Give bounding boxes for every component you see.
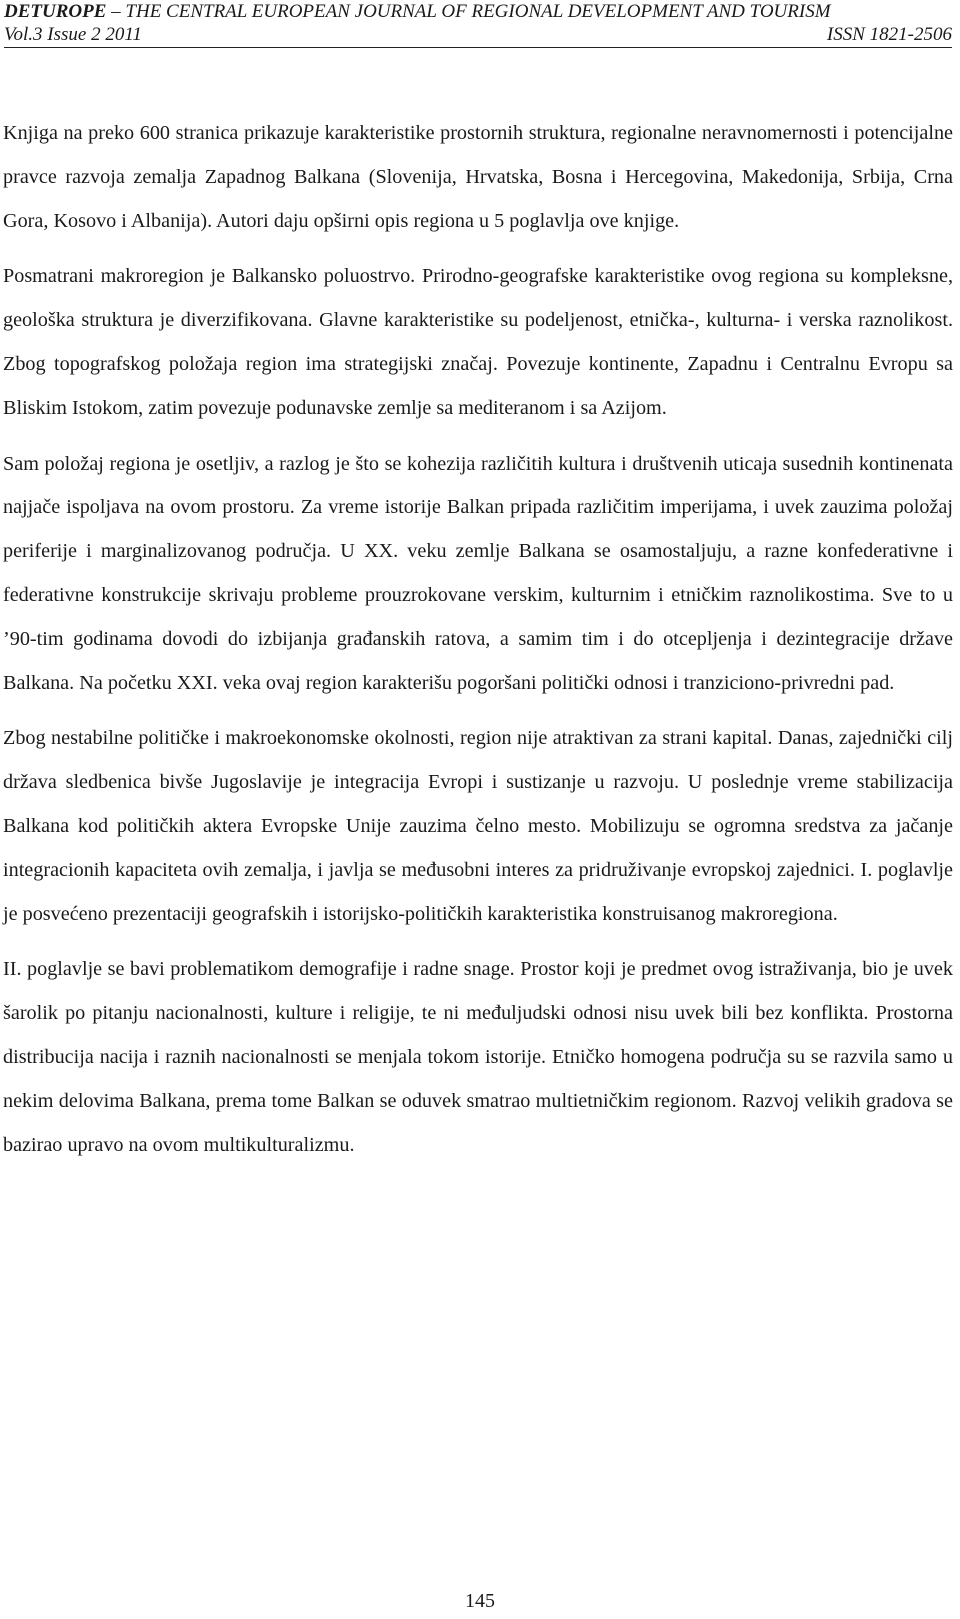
paragraph: Sam položaj regiona je osetljiv, a razlog je što se kohezija različitih kultura i društvenih uticaja susednih kontinenata najjače ispoljava na ovom prostoru. Za vreme istorije Balkan pripada različitim imperijama, i uvek zauzima položaj periferije i marginalizovanog područja. U XX. veku zemlje Balkana se osamostaljuju, a razne konfederativne i federativne konstrukcije skrivaju probleme prouzrokovane verskim, kulturnim i etničkim raznolikostima. Sve to u ’90-tim godinama dovodi do izbijanja građanskih ratova, a samim tim i do otcepljenja i dezintegracije države Balkana. Na početku XXI. veka ovaj region karakterišu pogoršani politički odnosi i tranziciono-privredni pad. bbox=[3, 452, 953, 694]
running-header bbox=[4, 0, 952, 46]
article-body bbox=[3, 112, 953, 1167]
header-journal-row bbox=[4, 0, 952, 23]
journal-subtitle: – THE CENTRAL EUROPEAN JOURNAL OF REGIONAL DEVELOPMENT AND TOURISM bbox=[106, 1, 831, 22]
volume-issue: Vol.3 Issue 2 2011 bbox=[4, 24, 142, 45]
journal-name: DETUROPE bbox=[4, 1, 107, 22]
header-rule bbox=[4, 47, 952, 48]
paragraph: Zbog nestabilne političke i makroekonomske okolnosti, region nije atraktivan za strani kapital. Danas, zajednički cilj država sledbenica bivše Jugoslavije je integracija Evropi i sustizanje u razvoju. U poslednje vreme stabilizacija Balkana kod političkih aktera Evropske Unije zauzima čelno mesto. Mobilizuju se ogromna sredstva za jačanje integracionih kapaciteta ovih zemalja, i javlja se međusobni interes za pridruživanje evropskoj zajednici. I. poglavlje je posvećeno prezentaciji geografskih i istorijsko-političkih karakteristika konstruisanog makroregiona. bbox=[3, 727, 953, 925]
issn: ISSN 1821-2506 bbox=[826, 24, 952, 45]
paragraph: Knjiga na preko 600 stranica prikazuje karakteristike prostornih struktura, regionalne neravnomernosti i potencijalne pravce razvoja zemalja Zapadnog Balkana (Slovenija, Hrvatska, Bosna i Hercegovina, Makedonija, Srbija, Crna Gora, Kosovo i Albanija). Autori daju opširni opis regiona u 5 poglavlja ove knjige. bbox=[3, 122, 953, 232]
page-number: 145 bbox=[465, 1590, 495, 1612]
header-issue-row bbox=[4, 23, 952, 46]
paragraph: II. poglavlje se bavi problematikom demografije i radne snage. Prostor koji je predmet ovog istraživanja, bio je uvek šarolik po pitanju nacionalnosti, kulture i religije, te ni međuljudski odnosi nisu uvek bili bez konflikta. Prostorna distribucija nacija i raznih nacionalnosti se menjala tokom istorije. Etničko homogena područja su se razvila samo u nekim delovima Balkana, prema tome Balkan se oduvek smatrao multietničkim regionom. Razvoj velikih gradova se bazirao upravo na ovom multikulturalizmu. bbox=[3, 958, 953, 1156]
paragraph: Posmatrani makroregion je Balkansko poluostrvo. Prirodno-geografske karakteristike ovog regiona su kompleksne, geološka struktura je diverzifikovana. Glavne karakteristike su podeljenost, etnička-, kulturna- i verska raznolikost. Zbog topografskog položaja region ima strategijski značaj. Povezuje kontinente, Zapadnu i Centralnu Evropu sa Bliskim Istokom, zatim povezuje podunavske zemlje sa mediteranom i sa Azijom. bbox=[3, 265, 953, 419]
journal-title bbox=[4, 0, 831, 23]
